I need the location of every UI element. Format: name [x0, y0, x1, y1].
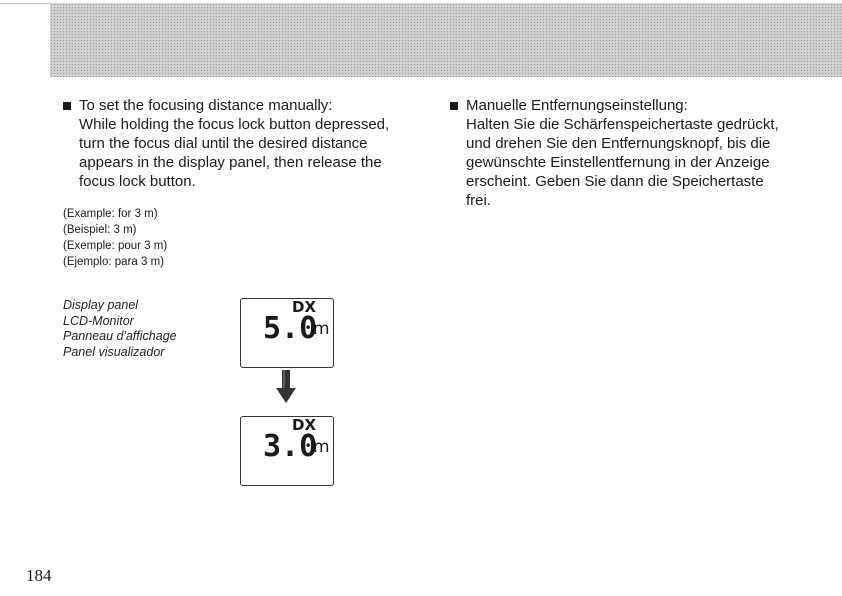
lcd-display-before	[240, 298, 334, 368]
header-band	[50, 3, 842, 77]
example-en: (Example: for 3 m)	[63, 208, 158, 220]
bullet-right	[450, 102, 458, 110]
instructions-german	[466, 96, 838, 210]
label-de: LCD-Monitor	[63, 313, 134, 328]
heading-german: Manuelle Entfernungseinstellung:	[466, 97, 688, 114]
top-rule	[0, 3, 50, 4]
body-english: While holding the focus lock button depressed, turn the focus dial until the desired distance appears in the display panel, then release the focus lock button.	[79, 116, 390, 190]
bullet-left	[63, 102, 71, 110]
body-german: Halten Sie die Schärfenspeichertaste gedrückt, und drehen Sie den Entfernungsknopf, bis die gewünschte Einstellentfernung in der Anzeige erscheint. Geben Sie dann die Speichertaste frei.	[466, 116, 779, 209]
distance-value: 5.0	[263, 311, 318, 346]
example-list	[63, 206, 167, 270]
distance-unit: m	[313, 437, 330, 457]
page-number: 184	[26, 566, 52, 585]
label-fr: Panneau d'affichage	[63, 329, 177, 343]
dx-badge: DX	[292, 416, 317, 434]
display-panel-labels	[63, 298, 177, 360]
label-es: Panel visualizador	[63, 344, 165, 359]
example-fr: (Exemple: pour 3 m)	[63, 240, 168, 252]
example-de: (Beispiel: 3 m)	[63, 224, 137, 236]
dx-badge: DX	[292, 298, 317, 316]
down-arrow-icon	[276, 370, 296, 404]
label-en: Display panel	[63, 298, 139, 312]
distance-value: 3.0	[263, 429, 318, 464]
lcd-display-after	[240, 416, 334, 486]
instructions-english	[79, 96, 439, 191]
heading-english: To set the focusing distance manually:	[79, 97, 333, 114]
example-es: (Ejemplo: para 3 m)	[63, 256, 164, 268]
distance-unit: m	[313, 319, 330, 339]
